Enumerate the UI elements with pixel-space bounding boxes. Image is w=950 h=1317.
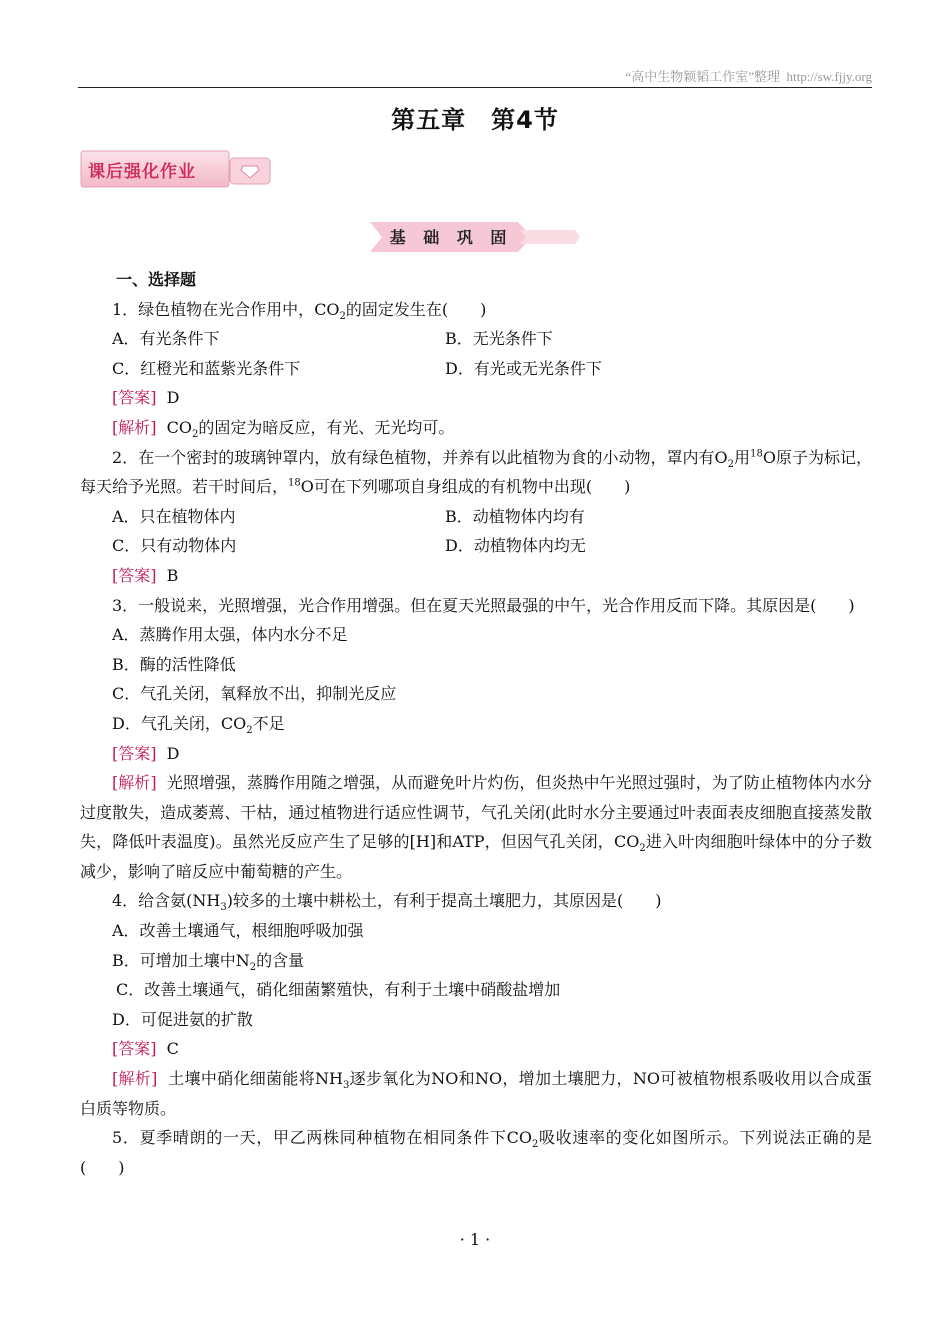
q3-option-b[interactable]: B．酶的活性降低 xyxy=(112,654,236,674)
co2-formula: CO xyxy=(613,832,640,852)
q1-stem-b: 的固定发生在( ) xyxy=(345,299,487,319)
n2-subscript: 2 xyxy=(249,961,257,973)
q3-option-d-a: D．气孔关闭， xyxy=(112,713,221,733)
q4-stem-b: )较多的土壤中耕松土，有利于提高土壤肥力，其原因是( ) xyxy=(226,891,662,911)
q2-option-a[interactable]: A．只在植物体内 xyxy=(112,506,236,526)
isotope-superscript: 18 xyxy=(750,448,763,460)
co2-subscript: 2 xyxy=(192,429,199,441)
question-3: 3．一般说来，光照增强，光合作用增强。但在夏天光照最强的中午，光合作用反而下降。其原因是( ) xyxy=(112,595,855,615)
q4-option-d[interactable]: D．可促进氨的扩散 xyxy=(112,1009,253,1029)
q4-answer-value: C xyxy=(166,1039,179,1059)
q2-options-cd xyxy=(80,531,872,561)
q3-answer-value: D xyxy=(166,743,180,763)
q2-answer xyxy=(80,561,872,591)
q3-option-d-b: 不足 xyxy=(252,713,285,733)
answer-label: [答案] xyxy=(112,1039,157,1059)
q1-analysis xyxy=(80,413,872,443)
page-number: · 1 · xyxy=(459,1230,491,1249)
q4-option-b-a: B．可增加土壤中N xyxy=(112,950,250,970)
q5-stem-a: 5．夏季晴朗的一天，甲乙两株同种植物在相同条件下 xyxy=(112,1128,507,1148)
q2-stem-d: O可在下列哪项自身组成的有机物中出现( ) xyxy=(300,477,631,497)
co2-subscript: 2 xyxy=(246,725,253,737)
q1-stem-a: 1．绿色植物在光合作用中， xyxy=(112,299,315,319)
header-source xyxy=(625,66,872,85)
q2-options-ab xyxy=(80,502,872,532)
q2-option-b[interactable]: B．动植物体内均有 xyxy=(445,506,585,526)
answer-label: [答案] xyxy=(112,565,157,585)
header-url[interactable]: http://sw.fjjy.org xyxy=(786,69,872,84)
analysis-label: [解析] xyxy=(112,773,157,793)
q4-analysis xyxy=(80,1064,872,1123)
co2-formula: CO xyxy=(220,713,247,733)
q3-analysis-a: 光照增强，蒸腾作用随之增强，从而避免叶片灼伤，但炎热中午光照过强时，为了防止植物体内水分过度散失，造成萎蔫、干枯，通过植物进行适应性调节，气孔关闭(此时水分主要通过叶表面表皮细胞直接蒸发散失，降低叶表温度)。虽然光反应产生了足够的[H]和ATP，但因气孔关闭， xyxy=(80,773,872,852)
o2-subscript: 2 xyxy=(727,458,735,470)
q4-option-c[interactable]: C．改善土壤通气，硝化细菌繁殖快，有利于土壤中硝酸盐增加 xyxy=(116,980,561,1000)
q4-analysis-a: 土壤中硝化细菌能将NH xyxy=(168,1069,343,1089)
question-2 xyxy=(80,443,872,502)
q3-answer xyxy=(80,739,872,769)
q3-analysis xyxy=(80,768,872,886)
q5-stem-b: 吸收速率的变化如图所示。下列说法正确的是( ) xyxy=(80,1128,872,1177)
analysis-label: [解析] xyxy=(112,1069,158,1089)
question-5 xyxy=(80,1123,872,1182)
q2-option-d[interactable]: D．动植物体内均无 xyxy=(445,536,586,556)
co2-subscript: 2 xyxy=(639,843,646,855)
document-body xyxy=(80,265,872,1182)
section-heading xyxy=(370,220,580,254)
q1-answer xyxy=(80,383,872,413)
part-heading: 一、选择题 xyxy=(116,270,197,289)
question-4 xyxy=(80,886,872,916)
q2-option-c[interactable]: C．只有动物体内 xyxy=(112,536,237,556)
nh3-subscript: 3 xyxy=(220,902,227,914)
q2-stem-a: 2．在一个密封的玻璃钟罩内，放有绿色植物，并养有以此植物为食的小动物，罩内有O xyxy=(112,447,728,467)
co2-formula: CO xyxy=(314,299,340,319)
co2-formula: CO xyxy=(506,1128,532,1148)
q4-option-a[interactable]: A．改善土壤通气，根细胞呼吸加强 xyxy=(112,921,364,941)
q4-analysis-b: 逐步氧化为NO和NO，增加土壤肥力，NO可被植物根系吸收用以合成蛋白质等物质。 xyxy=(80,1069,872,1118)
answer-label: [答案] xyxy=(112,388,157,408)
q1-analysis-text: 的固定为暗反应，有光、无光均可。 xyxy=(198,417,455,437)
q4-stem-a: 4．给含氨(NH xyxy=(112,891,221,911)
co2-subscript: 2 xyxy=(531,1139,539,1151)
co2-formula: CO xyxy=(166,417,193,437)
q4-option-b-b: 的含量 xyxy=(256,950,305,970)
section-heading-label: 基 础 巩 固 xyxy=(389,228,513,247)
q3-option-a[interactable]: A．蒸腾作用太强，体内水分不足 xyxy=(112,625,348,645)
q2-stem-c: O原子为标记，每天给予光照。若干时间后， xyxy=(80,447,872,497)
q4-answer xyxy=(80,1034,872,1064)
q3-analysis-b: 进入叶肉细胞叶绿体中的分子数减少，影响了暗反应中葡萄糖的产生。 xyxy=(80,832,872,881)
homework-banner xyxy=(80,150,272,188)
header-rule xyxy=(78,87,872,88)
question-1 xyxy=(80,295,872,325)
header-source-text: “高中生物颖韬工作室”整理 xyxy=(625,69,781,84)
q1-answer-value: D xyxy=(166,388,180,408)
q3-option-c[interactable]: C．气孔关闭，氧释放不出，抑制光反应 xyxy=(112,684,397,704)
isotope-superscript: 18 xyxy=(288,477,301,489)
answer-label: [答案] xyxy=(112,743,157,763)
q1-option-b[interactable]: B．无光条件下 xyxy=(445,329,553,349)
q2-answer-value: B xyxy=(166,565,179,585)
q3-option-d[interactable] xyxy=(80,709,872,739)
nh3-subscript: 3 xyxy=(342,1080,350,1092)
analysis-label: [解析] xyxy=(112,417,157,437)
co2-subscript: 2 xyxy=(339,310,346,322)
q1-option-a[interactable]: A．有光条件下 xyxy=(112,329,220,349)
q1-options-ab xyxy=(80,324,872,354)
banner-label: 课后强化作业 xyxy=(88,162,196,182)
q4-option-b[interactable] xyxy=(80,946,872,976)
q1-option-c[interactable]: C．红橙光和蓝紫光条件下 xyxy=(112,358,301,378)
q1-options-cd xyxy=(80,354,872,384)
q1-option-d[interactable]: D．有光或无光条件下 xyxy=(445,358,602,378)
q2-stem-b: 用 xyxy=(734,447,751,467)
page-title: 第五章 第4节 xyxy=(391,106,559,134)
